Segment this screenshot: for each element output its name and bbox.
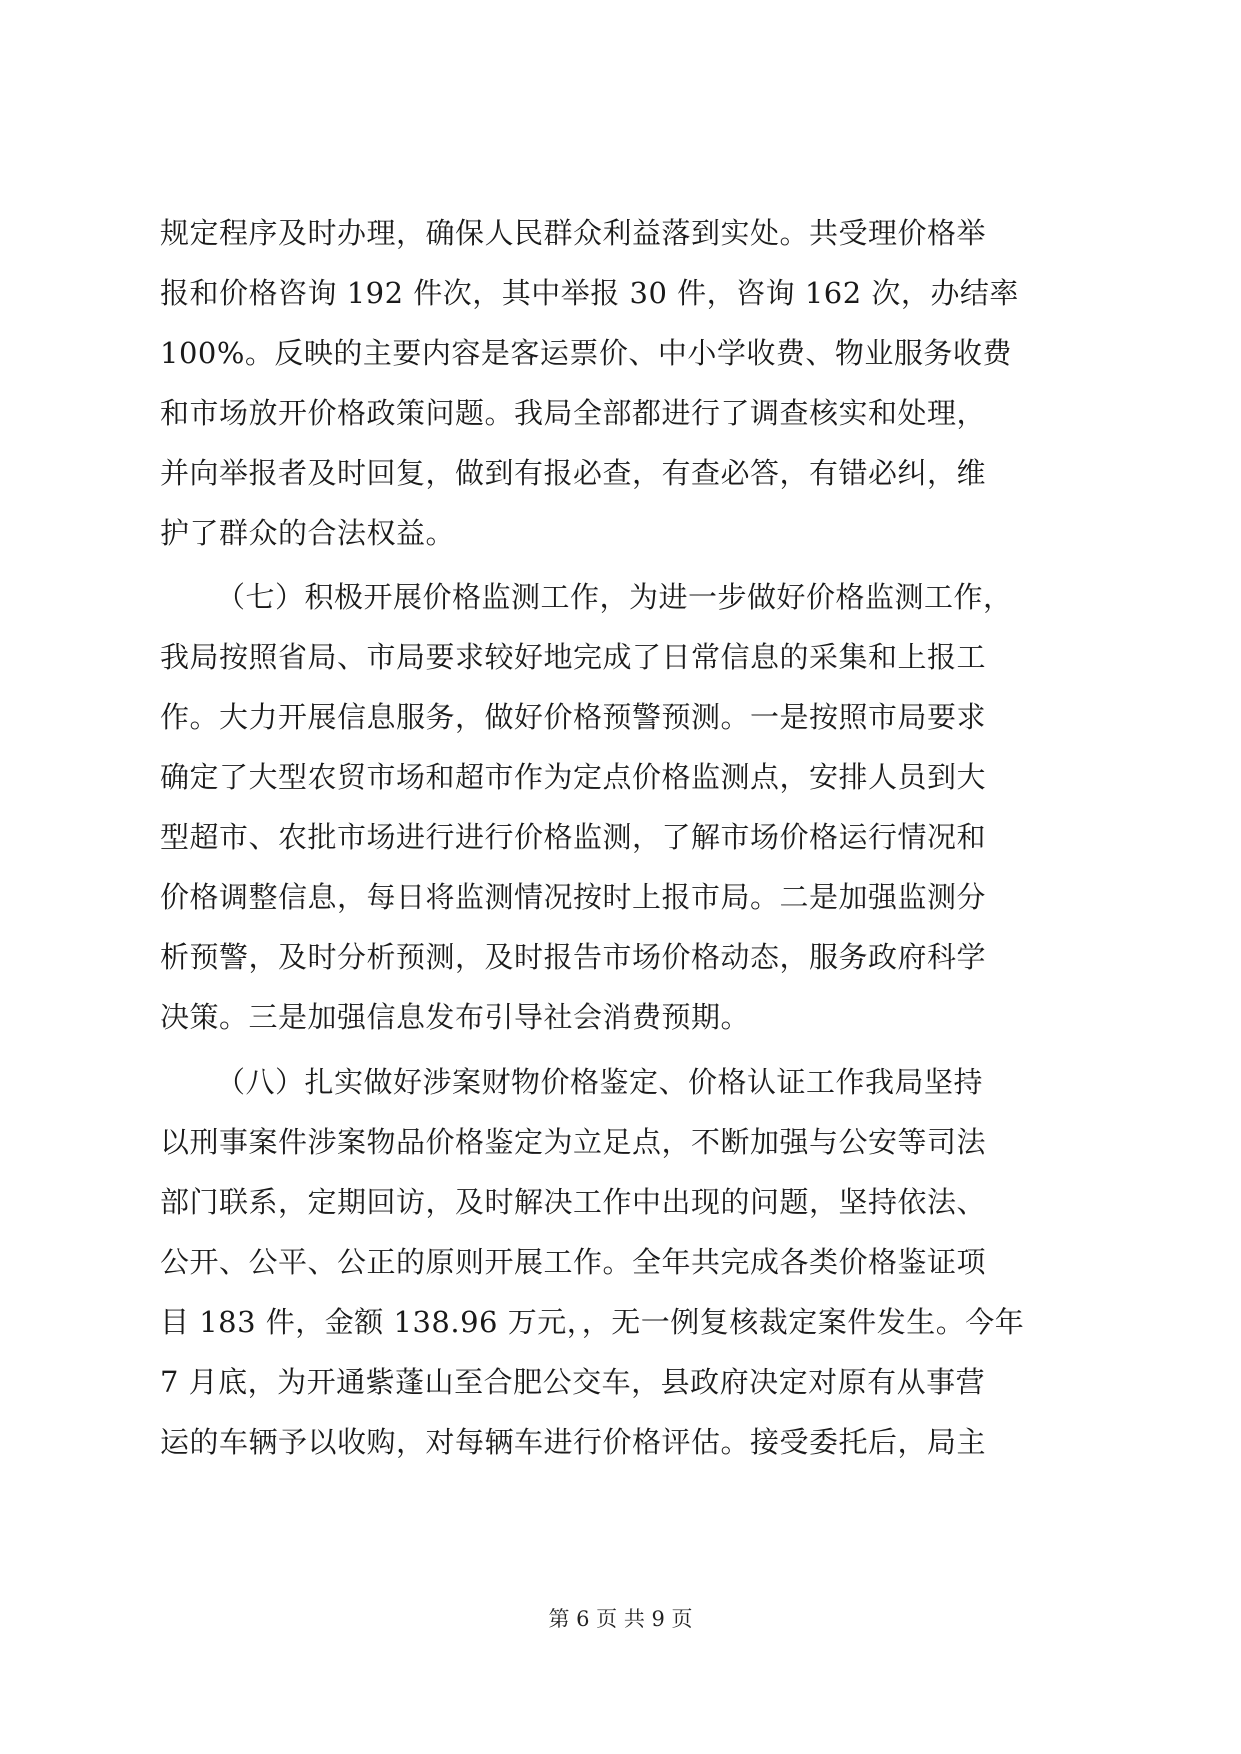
- text-line: 并向举报者及时回复，做到有报必查，有查必答，有错必纠，维: [160, 456, 987, 490]
- text-line: 7 月底，为开通紫蓬山至合肥公交车，县政府决定对原有从事营: [160, 1365, 986, 1399]
- text-line: （七）积极开展价格监测工作，为进一步做好价格监测工作，: [216, 580, 1013, 614]
- text-line: 型超市、农批市场进行进行价格监测，了解市场价格运行情况和: [160, 820, 987, 854]
- text-line: 价格调整信息，每日将监测情况按时上报市局。二是加强监测分: [160, 880, 987, 914]
- text-line: 护了群众的合法权益。: [160, 516, 456, 550]
- page-number-footer: 第 6 页 共 9 页: [548, 1607, 693, 1631]
- text-line: 目 183 件，金额 138.96 万元，，无一例复核裁定案件发生。今年: [160, 1305, 1025, 1339]
- text-line: 报和价格咨询 192 件次，其中举报 30 件，咨询 162 次，办结率: [160, 276, 1019, 310]
- text-line: 确定了大型农贸市场和超市作为定点价格监测点，安排人员到大: [160, 760, 987, 794]
- text-line: 100%。反映的主要内容是客运票价、中小学收费、物业服务收费: [160, 336, 1012, 370]
- text-line: 部门联系，定期回访，及时解决工作中出现的问题，坚持依法、: [160, 1185, 987, 1219]
- text-line: 作。大力开展信息服务，做好价格预警预测。一是按照市局要求: [160, 700, 987, 734]
- text-line: （八）扎实做好涉案财物价格鉴定、价格认证工作我局坚持: [216, 1065, 984, 1099]
- text-line: 运的车辆予以收购，对每辆车进行价格评估。接受委托后，局主: [160, 1425, 987, 1459]
- text-line: 以刑事案件涉案物品价格鉴定为立足点，不断加强与公安等司法: [160, 1125, 987, 1159]
- text-line: 和市场放开价格政策问题。我局全部都进行了调查核实和处理，: [160, 396, 987, 430]
- text-line: 决策。三是加强信息发布引导社会消费预期。: [160, 1000, 751, 1034]
- text-line: 公开、公平、公正的原则开展工作。全年共完成各类价格鉴证项: [160, 1245, 987, 1279]
- text-line: 析预警，及时分析预测，及时报告市场价格动态，服务政府科学: [160, 940, 987, 974]
- text-line: 规定程序及时办理，确保人民群众利益落到实处。共受理价格举: [160, 216, 987, 250]
- text-line: 我局按照省局、市局要求较好地完成了日常信息的采集和上报工: [160, 640, 987, 674]
